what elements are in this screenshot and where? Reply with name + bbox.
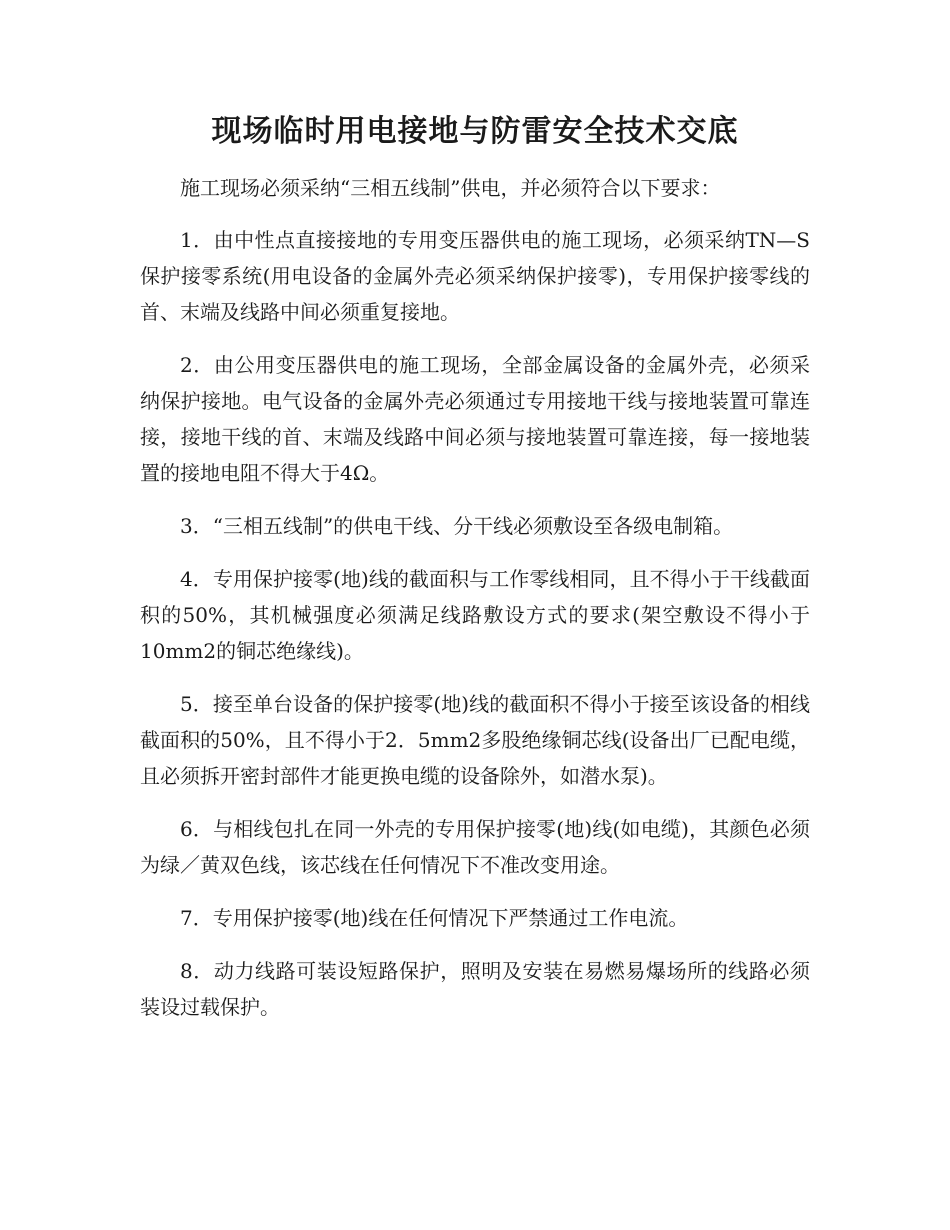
requirement-item-4: 4．专用保护接零(地)线的截面积与工作零线相同，且不得小于干线截面积的50%，其机械强度必须满足线路敷设方式的要求(架空敷设不得小于10mm2的铜芯绝缘线)。 [140, 567, 810, 663]
requirement-item-2: 2．由公用变压器供电的施工现场，全部金属设备的金属外壳，必须采纳保护接地。电气设备的金属外壳必须通过专用接地干线与接地装置可靠连接，接地干线的首、末端及线路中间必须与接地装置可靠连接，每一接地装置的接地电阻不得大于4Ω。 [140, 353, 810, 485]
requirement-item-1: 1．由中性点直接接地的专用变压器供电的施工现场，必须采纳TN—S保护接零系统(用电设备的金属外壳必须采纳保护接零)，专用保护接零线的首、末端及线路中间必须重复接地。 [140, 228, 810, 324]
document-title: 现场临时用电接地与防雷安全技术交底 [211, 114, 739, 149]
document-page [140, 110, 810, 1042]
requirement-item-3: 3．“三相五线制”的供电干线、分干线必须敷设至各级电制箱。 [180, 514, 734, 538]
requirement-item-7: 7．专用保护接零(地)线在任何情况下严禁通过工作电流。 [180, 906, 689, 930]
requirement-item-5: 5．接至单台设备的保护接零(地)线的截面积不得小于接至该设备的相线截面积的50%，且不得小于2．5mm2多股绝缘铜芯线(设备出厂已配电缆，且必须拆开密封部件才能更换电缆的设备除外，如潜水泵)。 [140, 692, 810, 788]
intro-paragraph: 施工现场必须采纳“三相五线制”供电，并必须符合以下要求： [180, 176, 721, 200]
requirement-item-6: 6．与相线包扎在同一外壳的专用保护接零(地)线(如电缆)，其颜色必须为绿／黄双色线，该芯线在任何情况下不准改变用途。 [140, 817, 810, 877]
requirement-item-8: 8．动力线路可装设短路保护，照明及安装在易燃易爆场所的线路必须装设过载保护。 [140, 959, 810, 1019]
